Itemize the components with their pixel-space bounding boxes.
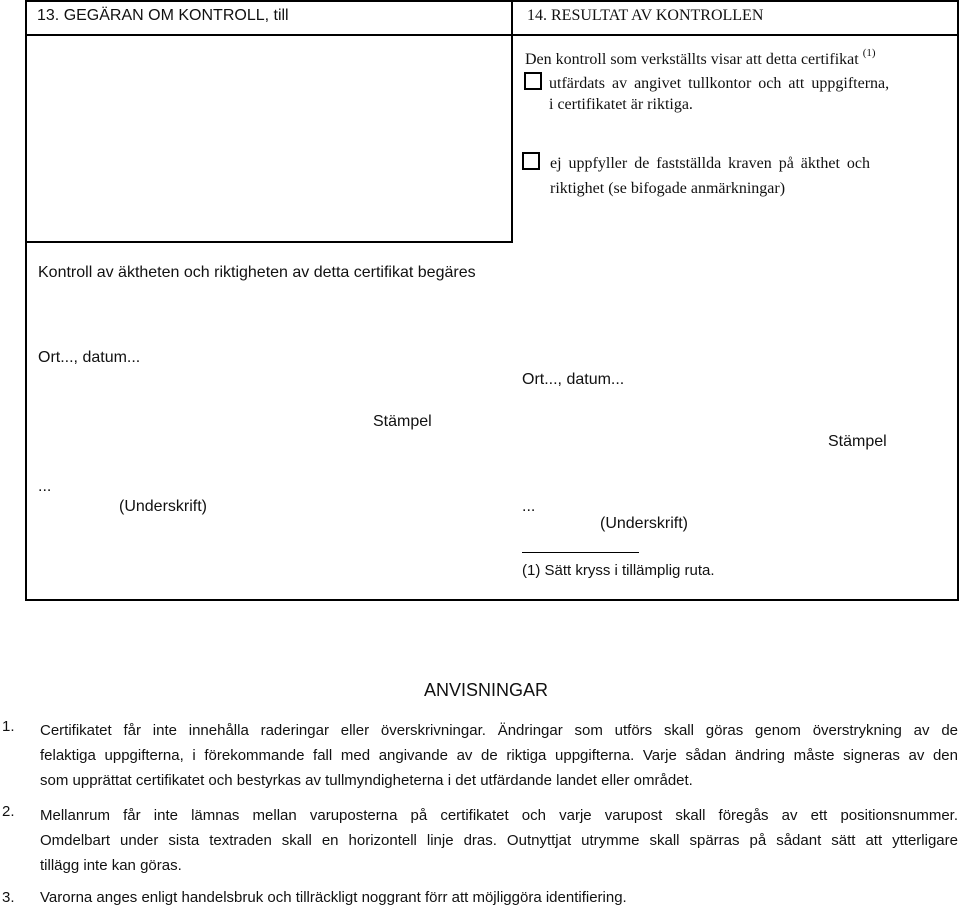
form-bottom-border (25, 599, 959, 601)
instruction-2-number: 2. (2, 803, 15, 820)
form-right-border (957, 0, 959, 601)
instruction-2-line-2: Omdelbart under sista textraden skall en horizontell linje dras. Outnyttjat utrymme skall spärras på sådant sätt att ytterligare (40, 832, 958, 849)
section-13-header: 13. GEGÄRAN OM KONTROLL, till (37, 7, 289, 24)
option2-line2: riktighet (se bifogade anmärkningar) (550, 180, 786, 197)
footnote-text: (1) Sätt kryss i tillämplig ruta. (522, 562, 715, 579)
left-stamp-label: Stämpel (373, 413, 432, 430)
left-place-date: Ort..., datum... (38, 349, 141, 366)
footnote-ref: (1) (862, 47, 876, 59)
footnote-rule (522, 552, 639, 553)
instruction-2-line-1: Mellanrum får inte lämnas mellan varuposterna på certifikatet och varje varupost skall föregås av ett positionsnummer. (40, 807, 958, 824)
instruction-2-line-3: tillägg inte kan göras. (40, 857, 182, 874)
option1-line2: i certifikatet är riktiga. (549, 96, 693, 113)
section-14-header: 14. RESULTAT AV KONTROLLEN (527, 7, 764, 24)
left-section-divider (25, 241, 513, 243)
instruction-1-line-2: felaktiga uppgifterna, i förekommande fall med angivande av de riktiga uppgifterna. Varje sådan ändring måste signeras av den (40, 747, 958, 764)
instruction-1-line-1: Certifikatet får inte innehålla raderingar eller överskrivningar. Ändringar som utförs skall göras genom överstrykning av de (40, 722, 958, 739)
instruction-1-text (40, 718, 958, 793)
request-text: Kontroll av äktheten och riktigheten av detta certifikat begäres (38, 264, 476, 281)
form-left-border (25, 0, 27, 601)
right-place-date: Ort..., datum... (522, 371, 625, 388)
left-signature-label: (Underskrift) (119, 498, 208, 515)
instruction-2-text (40, 803, 958, 878)
checkbox-issued-correctly[interactable] (524, 72, 542, 90)
instruction-3-text: Varorna anges enligt handelsbruk och tillräckligt noggrant förr att möjliggöra identifiering. (40, 889, 627, 906)
checkbox-not-authentic[interactable] (522, 152, 540, 170)
instruction-1-line-3: som upprättat certifikatet och bestyrkas av tullmyndigheterna i det utfärdande landet eller området. (40, 772, 693, 789)
result-intro-text: Den kontroll som verkställts visar att detta certifikat (525, 51, 859, 68)
result-intro (525, 47, 876, 69)
left-signature-dots: ... (38, 478, 52, 495)
option1-line1: utfärdats av angivet tullkontor och att uppgifterna, (549, 75, 890, 92)
right-stamp-label: Stämpel (828, 433, 887, 450)
form-top-border (25, 0, 959, 2)
instruction-1-number: 1. (2, 718, 15, 735)
header-divider (25, 34, 959, 36)
instructions-title: ANVISNINGAR (424, 680, 549, 700)
column-divider-upper (511, 0, 513, 242)
right-signature-label: (Underskrift) (600, 515, 689, 532)
option2-line1: ej uppfyller de fastställda kraven på äkthet och (550, 155, 870, 172)
right-signature-dots: ... (522, 498, 536, 515)
instruction-3-number: 3. (2, 889, 15, 906)
